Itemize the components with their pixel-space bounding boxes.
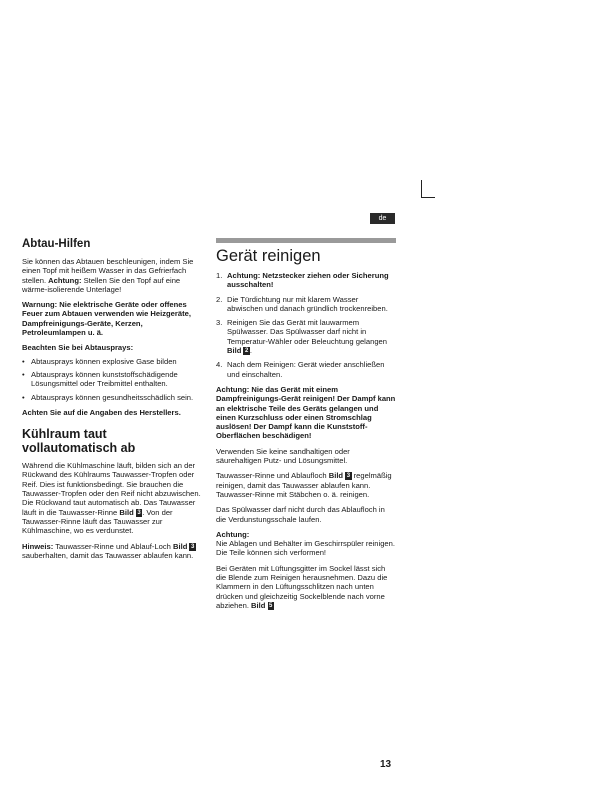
rinne-paragraph [216,471,396,499]
step-text: Reinigen Sie das Gerät mit lauwarmem Spülwasser. Das Spülwasser darf nicht in Temperatur-Wähler oder Beleuchtung gelangen [227,318,387,346]
step-text: Die Türdichtung nur mit klarem Wasser abwischen und danach gründlich trockenreiben. [227,294,388,313]
list-item-text: Abtausprays können gesundheitsschädlich sein. [31,392,194,402]
step-text: Nach dem Reinigen: Gerät wieder anschließen und einschalten. [227,360,385,379]
attention-label: Achtung: [216,529,250,539]
right-column [216,238,396,616]
step-text-bold: Achtung: Netzstecker ziehen oder Sicherung ausschalten! [227,271,389,290]
figure-number-badge: 5 [269,602,273,609]
manufacturer-note: Achten Sie auf die Angaben des Herstellers. [22,407,181,417]
list-item [22,357,202,366]
hint-label: Hinweis: [22,541,54,551]
abtau-text-b: Stellen Sie den Topf auf eine wärme-isolierende Unterlage! [22,275,181,294]
crop-mark-vertical [421,180,422,198]
page-number: 13 [380,759,392,770]
left-column [22,238,202,566]
figure-number-badge: 2 [244,348,249,355]
abtau-paragraph [22,257,202,294]
bullet-icon: • [22,392,25,402]
kuehlraum-text-b: . Von der Tauwasser-Rinne läuft das Tauwasser zur Kühlmaschine, wo es verdunstet. [22,507,173,536]
list-item [22,370,202,389]
figure-number-badge: 3 [190,543,195,550]
step-text-end: . [249,346,252,356]
sprays-heading: Beachten Sie bei Abtausprays: [22,343,134,353]
list-item [216,295,396,314]
spuelwasser-note: Das Spülwasser darf nicht durch das Ablaufloch in die Verdunstungsschale laufen. [216,505,385,524]
abtau-heading: Abtau-Hilfen [22,238,91,250]
language-badge: de [370,213,395,224]
hint-text-a: Tauwasser-Rinne und Ablauf-Loch [53,541,173,551]
sockel-text: Bei Geräten mit Lüftungsgitter im Sockel lässt sich die Blende zum Reinigen herausnehmen. Dazu die Klammern in den Lüftungsschlitzen nach unten drücken und gleichzeitig Sockelblende nach vorne abziehen. [216,563,388,610]
kuehlraum-text-a: Während die Kühlmaschine läuft, bilden sich an der Rückwand des Kühlraums Tauwasser-Tropfen oder Reif. Dies ist funktionsbedingt. Sie brauchen die Tauwasser-Tropfen oder den Reif nicht abzuwischen. Die Rückwand taut automatisch ab. Das Tauwasser läuft in die Tauwasser-Rinne [22,461,201,517]
list-item [216,318,396,355]
bullet-icon: • [22,356,25,366]
list-item-text: Abtausprays können explosive Gase bilden [31,356,177,366]
list-item [22,393,202,402]
kuehlraum-heading: Kühlraum taut vollautomatisch ab [22,427,136,456]
step-number: 1. [216,271,223,280]
list-item [216,360,396,379]
step-number: 2. [216,294,223,304]
crop-mark-horizontal [421,197,435,198]
sockel-paragraph [216,564,396,610]
rinne-text-b: regelmäßig reinigen, damit das Tauwasser ablaufen kann. Tauwasser-Rinne mit Stäbchen o. ä. reinigen. [216,471,392,499]
abtau-attention-label: Achtung: [48,275,82,285]
step-number: 4. [216,360,223,370]
figure-number-badge: 3 [346,473,351,480]
abtau-text-a: Sie können das Abtauen beschleunigen, indem Sie einen Topf mit heißem Wasser in das Gefrierfach stellen. [22,257,194,285]
cleaning-steps [216,271,396,379]
attention-paragraph [216,530,396,558]
kuehlraum-paragraph [22,461,202,535]
cleaner-note: Verwenden Sie keine sandhaltigen oder säurehaltigen Putz- und Lösungsmittel. [216,446,350,466]
steam-warning: Achtung: Nie das Gerät mit einem Dampfreinigungs-Gerät reinigen! Der Dampf kann an elektrische Teile des Geräts gelangen und einen Kurzschluss oder einen Stromschlag auslösen! Der Dampf kann die Kunststoff-Oberflächen beschädigen! [216,384,396,441]
abtau-warning: Warnung: Nie elektrische Geräte oder offenes Feuer zum Abtauen verwenden wie Heizgeräte, Dampfreinigungs-Geräte, Kerzen, Petroleumlampen u. ä. [22,300,191,338]
bullet-icon: • [22,369,25,379]
rinne-text-a: Tauwasser-Rinne und Ablaufloch [216,471,329,481]
figure-reference-label: Bild [172,541,188,551]
list-item-text: Abtausprays können kunststoffschädigende Lösungsmittel oder Treibmittel enthalten. [31,369,178,389]
figure-number-badge: 3 [137,509,141,516]
list-item [216,271,396,290]
figure-reference-label: Bild [328,471,344,481]
step-number: 3. [216,318,223,328]
attention-text: Nie Ablagen und Behälter im Geschirrspüler reinigen. Die Teile können sich verformen! [216,539,395,558]
figure-reference-label: Bild [251,600,266,610]
figure-reference-label: Bild [227,346,242,356]
hint-paragraph [22,542,202,561]
section-rule [216,238,396,243]
figure-reference-label: Bild [119,507,134,517]
reinigen-heading: Gerät reinigen [216,247,321,265]
hint-text-b: sauberhalten, damit das Tauwasser ablaufen kann. [22,550,194,560]
sprays-list [22,357,202,402]
